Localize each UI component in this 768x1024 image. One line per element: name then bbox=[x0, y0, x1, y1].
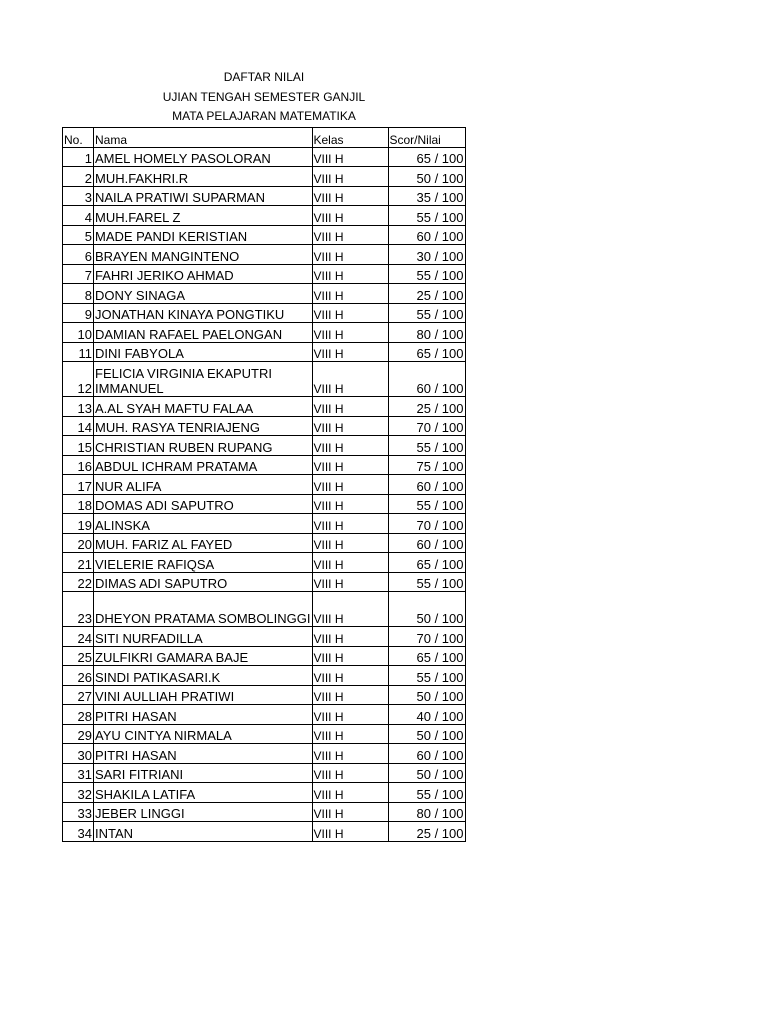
row-number: 19 bbox=[63, 514, 94, 534]
row-number: 29 bbox=[63, 724, 94, 744]
class-cell: VIII H bbox=[312, 802, 388, 822]
class-cell: VIII H bbox=[312, 436, 388, 456]
student-name: SARI FITRIANI bbox=[94, 763, 313, 783]
class-cell: VIII H bbox=[312, 225, 388, 245]
row-number: 20 bbox=[63, 533, 94, 553]
student-name: SITI NURFADILLA bbox=[94, 627, 313, 647]
row-number: 15 bbox=[63, 436, 94, 456]
student-name: DONY SINAGA bbox=[94, 284, 313, 304]
student-name: VINI AULLIAH PRATIWI bbox=[94, 685, 313, 705]
table-row bbox=[63, 494, 466, 514]
row-number: 18 bbox=[63, 494, 94, 514]
student-name: A.AL SYAH MAFTU FALAA bbox=[94, 397, 313, 417]
table-body bbox=[63, 147, 466, 841]
row-number: 25 bbox=[63, 646, 94, 666]
row-number: 13 bbox=[63, 397, 94, 417]
table-row bbox=[63, 206, 466, 226]
table-row bbox=[63, 147, 466, 167]
column-header-kelas: Kelas bbox=[312, 128, 388, 148]
table-row bbox=[63, 284, 466, 304]
score-cell: 30 / 100 bbox=[388, 245, 465, 265]
class-cell: VIII H bbox=[312, 147, 388, 167]
student-name: NAILA PRATIWI SUPARMAN bbox=[94, 186, 313, 206]
table-row bbox=[63, 397, 466, 417]
exam-subtitle: UJIAN TENGAH SEMESTER GANJIL bbox=[162, 89, 366, 104]
student-name: MUH. FARIZ AL FAYED bbox=[94, 533, 313, 553]
class-cell: VIII H bbox=[312, 397, 388, 417]
score-cell: 50 / 100 bbox=[388, 167, 465, 187]
table-row bbox=[63, 572, 466, 592]
score-cell: 55 / 100 bbox=[388, 572, 465, 592]
student-name: AMEL HOMELY PASOLORAN bbox=[94, 147, 313, 167]
score-cell: 25 / 100 bbox=[388, 284, 465, 304]
table-row bbox=[63, 783, 466, 803]
score-cell: 65 / 100 bbox=[388, 553, 465, 573]
table-row bbox=[63, 455, 466, 475]
class-cell: VIII H bbox=[312, 362, 388, 397]
score-cell: 65 / 100 bbox=[388, 147, 465, 167]
student-name: NUR ALIFA bbox=[94, 475, 313, 495]
table-row bbox=[63, 724, 466, 744]
score-cell: 65 / 100 bbox=[388, 342, 465, 362]
row-number: 34 bbox=[63, 822, 94, 842]
class-cell: VIII H bbox=[312, 572, 388, 592]
student-name: DHEYON PRATAMA SOMBOLINGGI bbox=[94, 592, 313, 627]
student-name: JONATHAN KINAYA PONGTIKU bbox=[94, 303, 313, 323]
score-cell: 40 / 100 bbox=[388, 705, 465, 725]
score-cell: 60 / 100 bbox=[388, 533, 465, 553]
class-cell: VIII H bbox=[312, 763, 388, 783]
table-row bbox=[63, 475, 466, 495]
table-header-row bbox=[63, 128, 466, 148]
student-name: ALINSKA bbox=[94, 514, 313, 534]
table-row bbox=[63, 744, 466, 764]
score-cell: 50 / 100 bbox=[388, 685, 465, 705]
table-row bbox=[63, 646, 466, 666]
student-name: ABDUL ICHRAM PRATAMA bbox=[94, 455, 313, 475]
table-row bbox=[63, 323, 466, 343]
student-name: BRAYEN MANGINTENO bbox=[94, 245, 313, 265]
table-row bbox=[63, 362, 466, 397]
table-row bbox=[63, 533, 466, 553]
class-cell: VIII H bbox=[312, 186, 388, 206]
table-row bbox=[63, 225, 466, 245]
table-row bbox=[63, 666, 466, 686]
student-name: PITRI HASAN bbox=[94, 744, 313, 764]
student-name: DOMAS ADI SAPUTRO bbox=[94, 494, 313, 514]
row-number: 12 bbox=[63, 362, 94, 397]
score-cell: 50 / 100 bbox=[388, 763, 465, 783]
table-row bbox=[63, 592, 466, 627]
row-number: 17 bbox=[63, 475, 94, 495]
row-number: 21 bbox=[63, 553, 94, 573]
row-number: 6 bbox=[63, 245, 94, 265]
row-number: 32 bbox=[63, 783, 94, 803]
student-name: DAMIAN RAFAEL PAELONGAN bbox=[94, 323, 313, 343]
class-cell: VIII H bbox=[312, 245, 388, 265]
row-number: 33 bbox=[63, 802, 94, 822]
class-cell: VIII H bbox=[312, 592, 388, 627]
student-name: DIMAS ADI SAPUTRO bbox=[94, 572, 313, 592]
table-row bbox=[63, 436, 466, 456]
class-cell: VIII H bbox=[312, 475, 388, 495]
table-row bbox=[63, 627, 466, 647]
score-cell: 60 / 100 bbox=[388, 475, 465, 495]
score-cell: 35 / 100 bbox=[388, 186, 465, 206]
table-row bbox=[63, 303, 466, 323]
row-number: 24 bbox=[63, 627, 94, 647]
student-name: SHAKILA LATIFA bbox=[94, 783, 313, 803]
score-cell: 50 / 100 bbox=[388, 724, 465, 744]
class-cell: VIII H bbox=[312, 167, 388, 187]
class-cell: VIII H bbox=[312, 783, 388, 803]
student-name: INTAN bbox=[94, 822, 313, 842]
table-row bbox=[63, 553, 466, 573]
class-cell: VIII H bbox=[312, 724, 388, 744]
table-row bbox=[63, 685, 466, 705]
class-cell: VIII H bbox=[312, 822, 388, 842]
score-cell: 70 / 100 bbox=[388, 627, 465, 647]
score-cell: 55 / 100 bbox=[388, 206, 465, 226]
row-number: 4 bbox=[63, 206, 94, 226]
grades-table bbox=[62, 127, 466, 842]
score-cell: 25 / 100 bbox=[388, 822, 465, 842]
class-cell: VIII H bbox=[312, 627, 388, 647]
class-cell: VIII H bbox=[312, 323, 388, 343]
row-number: 8 bbox=[63, 284, 94, 304]
class-cell: VIII H bbox=[312, 303, 388, 323]
column-header-score: Scor/Nilai bbox=[388, 128, 465, 148]
score-cell: 25 / 100 bbox=[388, 397, 465, 417]
row-number: 26 bbox=[63, 666, 94, 686]
row-number: 9 bbox=[63, 303, 94, 323]
score-cell: 55 / 100 bbox=[388, 303, 465, 323]
row-number: 11 bbox=[63, 342, 94, 362]
table-row bbox=[63, 264, 466, 284]
student-name: ZULFIKRI GAMARA BAJE bbox=[94, 646, 313, 666]
row-number: 1 bbox=[63, 147, 94, 167]
student-name: MADE PANDI KERISTIAN bbox=[94, 225, 313, 245]
column-header-nama: Nama bbox=[94, 128, 313, 148]
score-cell: 65 / 100 bbox=[388, 646, 465, 666]
class-cell: VIII H bbox=[312, 416, 388, 436]
row-number: 14 bbox=[63, 416, 94, 436]
class-cell: VIII H bbox=[312, 646, 388, 666]
row-number: 22 bbox=[63, 572, 94, 592]
score-cell: 55 / 100 bbox=[388, 783, 465, 803]
score-cell: 75 / 100 bbox=[388, 455, 465, 475]
table-row bbox=[63, 342, 466, 362]
student-name: DINI FABYOLA bbox=[94, 342, 313, 362]
table-row bbox=[63, 167, 466, 187]
row-number: 3 bbox=[63, 186, 94, 206]
student-name: PITRI HASAN bbox=[94, 705, 313, 725]
score-cell: 50 / 100 bbox=[388, 592, 465, 627]
score-cell: 70 / 100 bbox=[388, 514, 465, 534]
row-number: 5 bbox=[63, 225, 94, 245]
score-cell: 55 / 100 bbox=[388, 494, 465, 514]
table-row bbox=[63, 186, 466, 206]
row-number: 31 bbox=[63, 763, 94, 783]
class-cell: VIII H bbox=[312, 342, 388, 362]
score-cell: 70 / 100 bbox=[388, 416, 465, 436]
row-number: 23 bbox=[63, 592, 94, 627]
student-name: CHRISTIAN RUBEN RUPANG bbox=[94, 436, 313, 456]
subject-subtitle: MATA PELAJARAN MATEMATIKA bbox=[172, 109, 356, 123]
student-name: MUH. RASYA TENRIAJENG bbox=[94, 416, 313, 436]
score-cell: 60 / 100 bbox=[388, 362, 465, 397]
class-cell: VIII H bbox=[312, 666, 388, 686]
class-cell: VIII H bbox=[312, 533, 388, 553]
table-row bbox=[63, 514, 466, 534]
row-number: 27 bbox=[63, 685, 94, 705]
row-number: 2 bbox=[63, 167, 94, 187]
class-cell: VIII H bbox=[312, 705, 388, 725]
table-row bbox=[63, 705, 466, 725]
class-cell: VIII H bbox=[312, 553, 388, 573]
student-name: SINDI PATIKASARI.K bbox=[94, 666, 313, 686]
class-cell: VIII H bbox=[312, 744, 388, 764]
score-cell: 55 / 100 bbox=[388, 666, 465, 686]
document-title: DAFTAR NILAI bbox=[223, 70, 305, 84]
student-name: VIELERIE RAFIQSA bbox=[94, 553, 313, 573]
table-row bbox=[63, 416, 466, 436]
score-cell: 80 / 100 bbox=[388, 323, 465, 343]
row-number: 7 bbox=[63, 264, 94, 284]
row-number: 16 bbox=[63, 455, 94, 475]
row-number: 30 bbox=[63, 744, 94, 764]
class-cell: VIII H bbox=[312, 494, 388, 514]
table-row bbox=[63, 245, 466, 265]
class-cell: VIII H bbox=[312, 284, 388, 304]
score-cell: 55 / 100 bbox=[388, 264, 465, 284]
column-header-no: No. bbox=[63, 128, 94, 148]
class-cell: VIII H bbox=[312, 685, 388, 705]
student-name: FELICIA VIRGINIA EKAPUTRI IMMANUEL bbox=[94, 362, 313, 397]
student-name: MUH.FAKHRI.R bbox=[94, 167, 313, 187]
score-cell: 55 / 100 bbox=[388, 436, 465, 456]
score-cell: 60 / 100 bbox=[388, 744, 465, 764]
class-cell: VIII H bbox=[312, 514, 388, 534]
class-cell: VIII H bbox=[312, 264, 388, 284]
table-row bbox=[63, 822, 466, 842]
document-header bbox=[62, 68, 466, 127]
score-cell: 80 / 100 bbox=[388, 802, 465, 822]
class-cell: VIII H bbox=[312, 206, 388, 226]
student-name: FAHRI JERIKO AHMAD bbox=[94, 264, 313, 284]
student-name: AYU CINTYA NIRMALA bbox=[94, 724, 313, 744]
score-cell: 60 / 100 bbox=[388, 225, 465, 245]
student-name: JEBER LINGGI bbox=[94, 802, 313, 822]
student-name: MUH.FAREL Z bbox=[94, 206, 313, 226]
table-row bbox=[63, 802, 466, 822]
class-cell: VIII H bbox=[312, 455, 388, 475]
row-number: 10 bbox=[63, 323, 94, 343]
table-row bbox=[63, 763, 466, 783]
row-number: 28 bbox=[63, 705, 94, 725]
